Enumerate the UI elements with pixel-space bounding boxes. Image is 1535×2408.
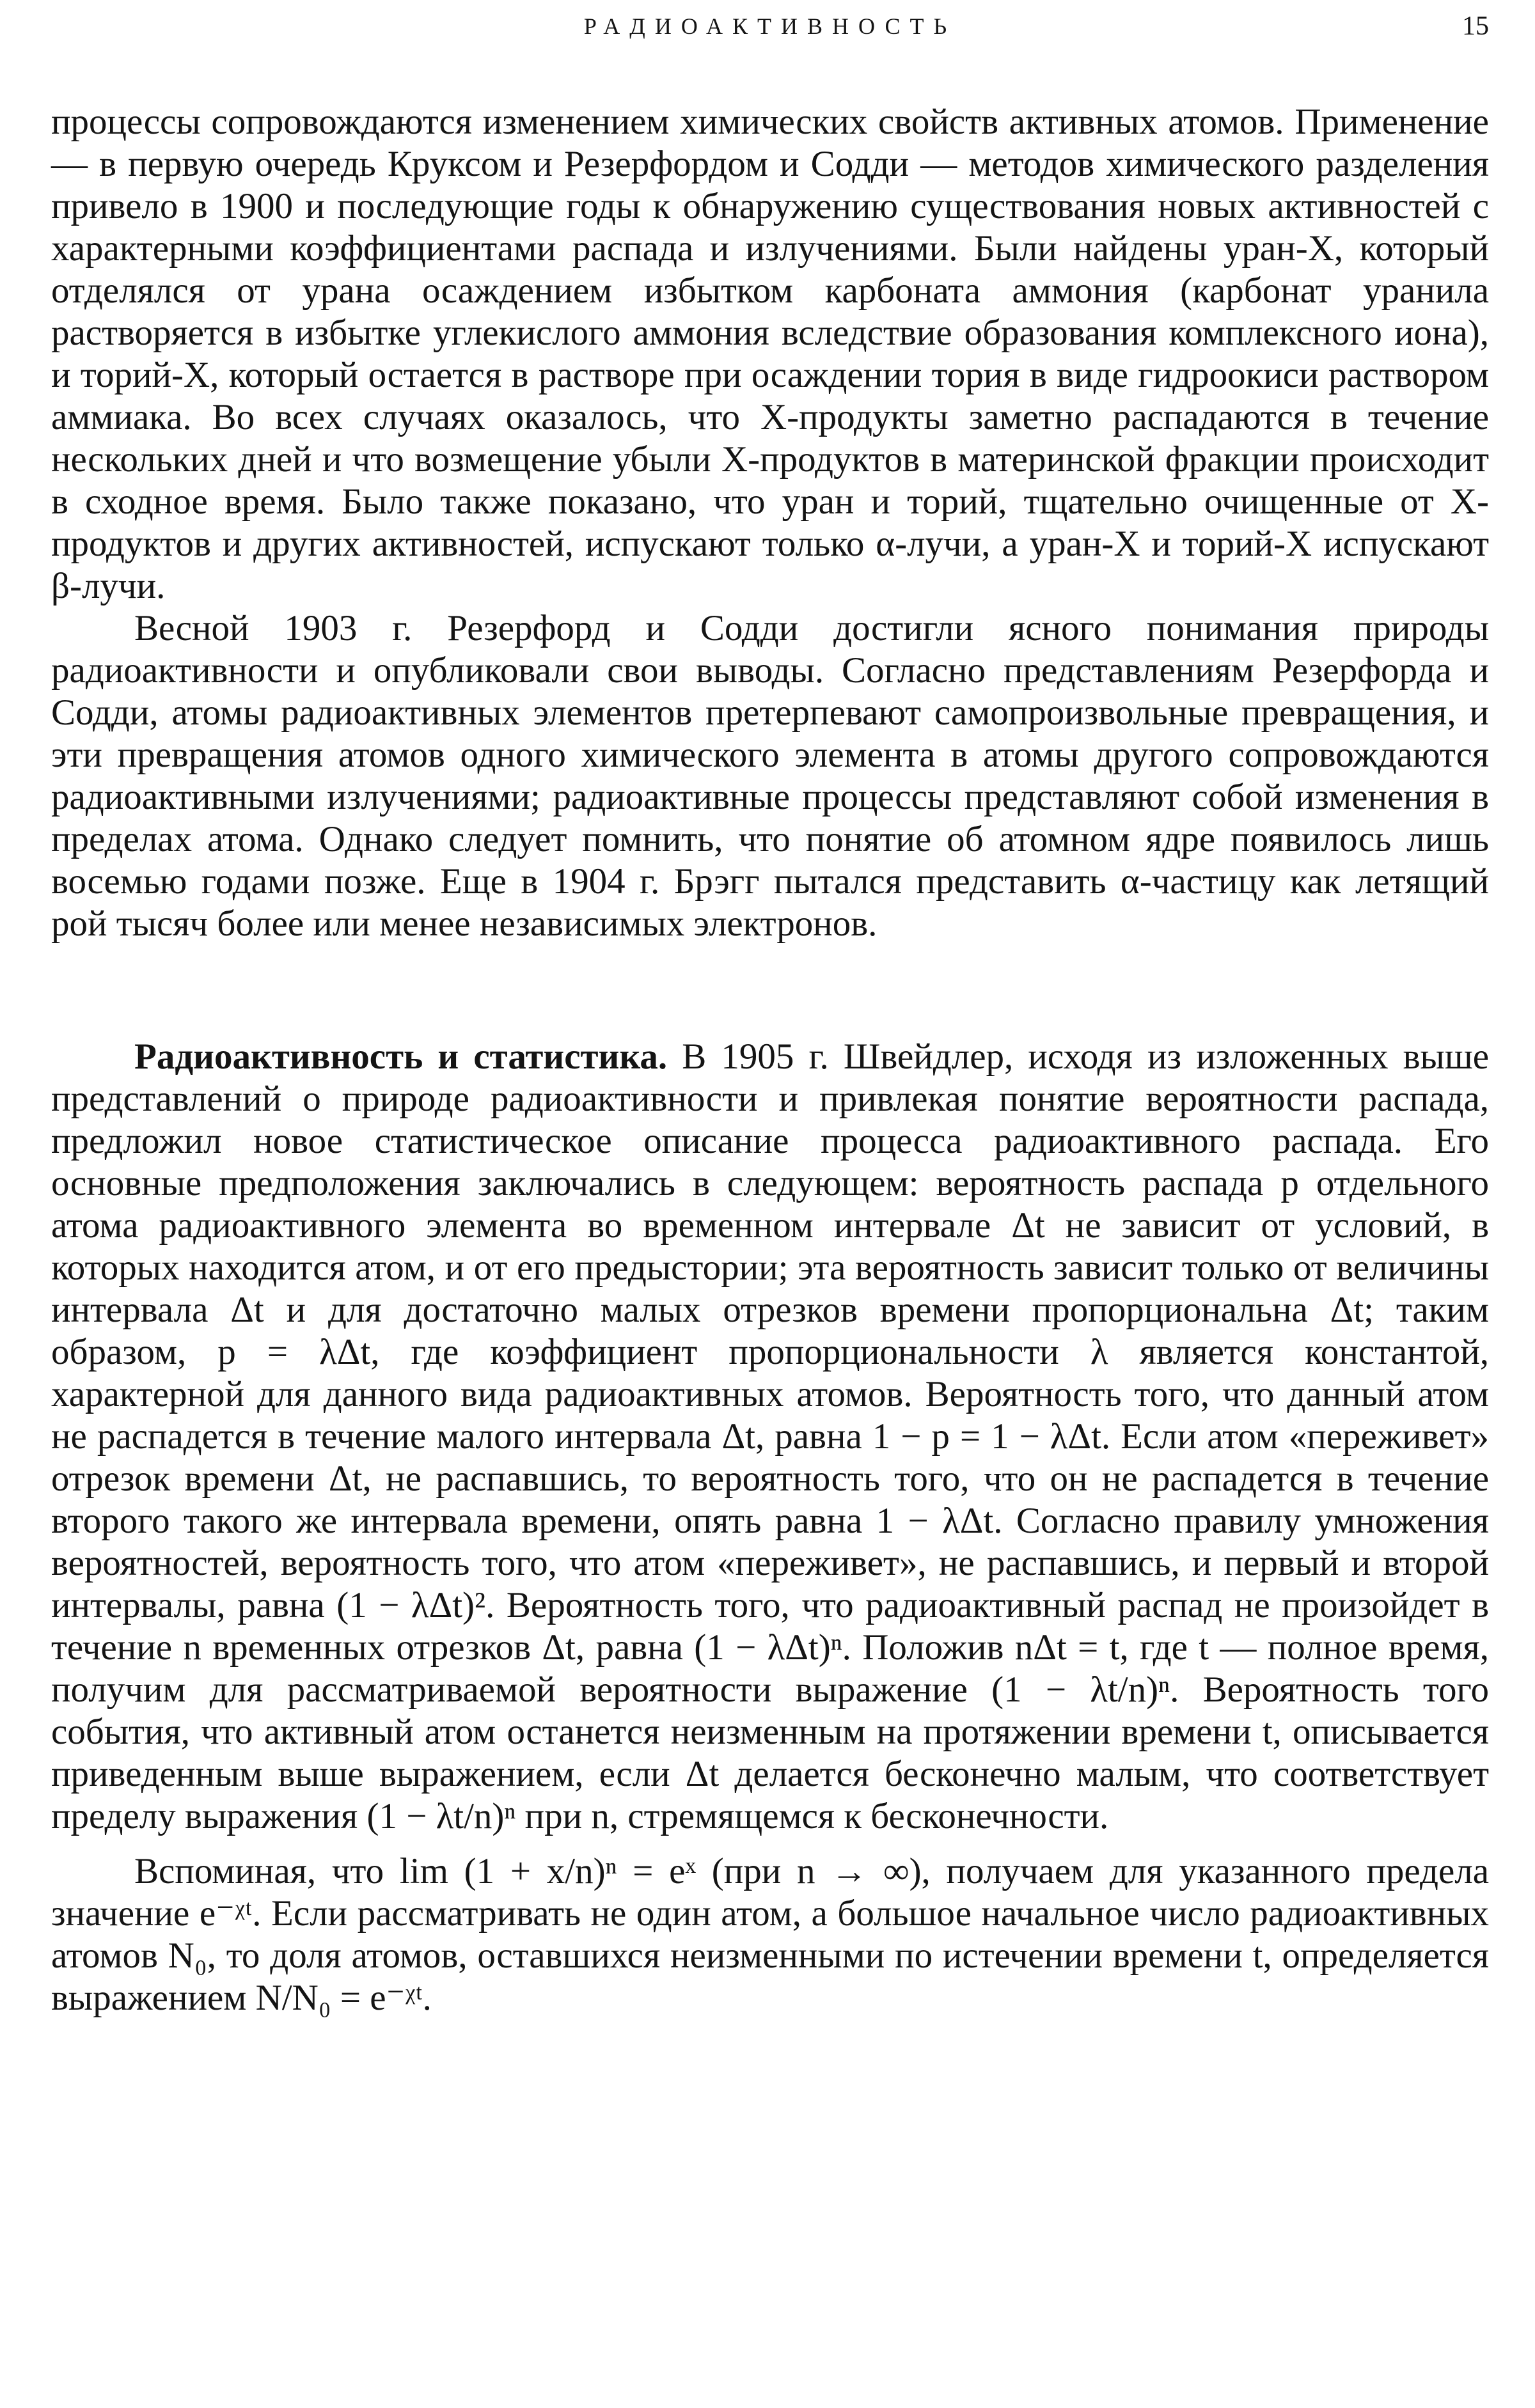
paragraph-rutherford-soddy: Весной 1903 г. Резерфорд и Содди достигли ясного понимания природы радиоактивности и опубликовали свои выводы. Согласно представлениям Резерфорда и Содди, атомы радиоактивных элементов претерпевают самопроизвольные превращения, и эти превращения атомов одного химического элемента в атомы другого сопровождаются радиоактивными излучениями; радиоактивные процессы представляют собой изменения в пределах атома. Однако следует помнить, что понятие об атомном ядре появилось лишь восемью годами позже. Еще в 1904 г. Брэгг пытался представить α-частицу как летящий рой тысяч более или менее независимых электронов. — [51, 608, 1489, 944]
page-number: 15 — [1462, 12, 1489, 41]
running-title: РАДИОАКТИВНОСТЬ — [583, 13, 957, 39]
section-heading: Радиоактивность и статистика. — [134, 1036, 668, 1077]
running-head — [51, 10, 1489, 42]
paragraph-statistics-text: В 1905 г. Швейдлер, исходя из изложенных выше представлений о природе радиоактивности и привлекая понятие вероятности распада, предложил новое статистическое описание процесса радиоактивного распада. Его основные предположения заключались в следующем: вероятность распада p отдельного атома радиоактивного элемента во временном интервале Δt не зависит от условий, в которых находится атом, и от его предыстории; эта вероятность зависит только от величины интервала Δt и для достаточно малых отрезков времени пропорциональна Δt; таким образом, p = λΔt, где коэффициент пропорциональности λ является константой, характерной для данного вида радиоактивных атомов. Вероятность того, что данный атом не распадется в течение малого интервала Δt, равна 1 − p = 1 − λΔt. Если атом «переживет» отрезок времени Δt, не распавшись, то вероятность того, что он не распадется в течение второго такого же интервала времени, опять равна 1 − λΔt. Согласно правилу умножения вероятностей, вероятность того, что атом «переживет», не распавшись, и первый и второй интервалы, равна (1 − λΔt)². Вероятность того, что радиоактивный распад не произойдет в течение n временных отрезков Δt, равна (1 − λΔt)ⁿ. Положив nΔt = t, где t — полное время, получим для рассматриваемой вероятности выражение (1 − λt/n)ⁿ. Вероятность того события, что активный атом останется неизменным на протяжении времени t, описывается приведенным выше выражением, если Δt делается бесконечно малым, что соответствует пределу выражения (1 − λt/n)ⁿ при n, стремящемся к бесконечности. — [51, 1036, 1490, 1836]
paragraph-limit: Вспоминая, что lim (1 + x/n)ⁿ = eˣ (при n → ∞), получаем для указанного предела значение e⁻ᵡᵗ. Если рассматривать не один атом, а большое начальное число радиоактивных атомов N₀, то доля атомов, оставшихся неизменными по истечении времени t, определяется выражением N/N₀ = e⁻ᵡᵗ. — [51, 1851, 1489, 2018]
body-text — [51, 101, 1489, 2019]
paragraph-statistics — [51, 1036, 1489, 1838]
paragraph-continuation: процессы сопровождаются изменением химических свойств активных атомов. Применение — в первую очередь Круксом и Резерфордом и Содди — методов химического разделения привело в 1900 и последующие годы к обнаружению существования новых активностей с характерными коэффициентами распада и излучениями. Были найдены уран-X, который отделялся от урана осаждением избытком карбоната аммония (карбонат уранила растворяется в избытке углекислого аммония вследствие образования комплексного иона), и торий-X, который остается в растворе при осаждении тория в виде гидроокиси раствором аммиака. Во всех случаях оказалось, что X-продукты заметно распадаются в течение нескольких дней и что возмещение убыли X-продуктов в материнской фракции происходит в сходное время. Было также показано, что уран и торий, тщательно очищенные от X-продуктов и других активностей, испускают только α-лучи, а уран-X и торий-X испускают β-лучи. — [51, 102, 1489, 606]
